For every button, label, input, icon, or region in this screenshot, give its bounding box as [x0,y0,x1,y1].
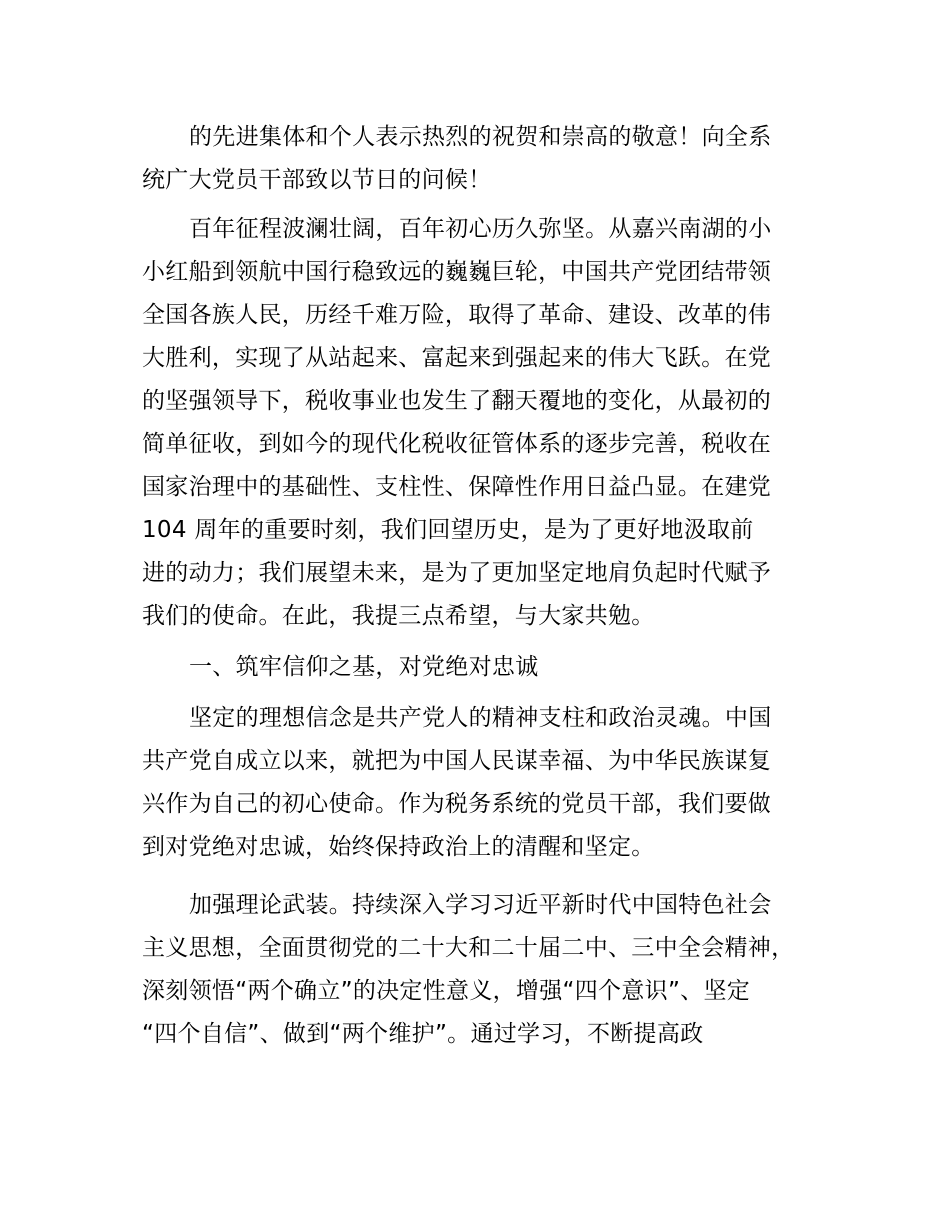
paragraph-4 [142,697,842,869]
document-body [142,116,842,1056]
text-line: 到对党绝对忠诚，始终保持政治上的清醒和坚定。 [142,834,655,860]
paragraph-5 [142,884,842,1056]
text-line: 简单征收，到如今的现代化税收征管体系的逐步完善，税收在 [142,431,772,457]
text-line: 104 周年的重要时刻，我们回望历史，是为了更好地汲取前 [142,517,754,543]
text-line: 全国各族人民，历经千难万险，取得了革命、建设、改革的伟 [142,302,772,328]
heading-line: 一、筑牢信仰之基，对党绝对忠诚 [189,654,539,680]
text-line: 兴作为自己的初心使命。作为税务系统的党员干部，我们要做 [142,791,772,817]
paragraph-2 [142,208,842,638]
text-line: 大胜利，实现了从站起来、富起来到强起来的伟大飞跃。在党 [142,345,772,371]
text-line: 我们的使命。在此，我提三点希望，与大家共勉。 [142,603,655,629]
text-line: 的先进集体和个人表示热烈的祝贺和崇高的敬意！向全系 [189,124,772,150]
text-line: 国家治理中的基础性、支柱性、保障性作用日益凸显。在建党 [142,474,772,500]
paragraph-1 [142,116,842,202]
text-line: 统广大党员干部致以节日的问候！ [142,167,492,193]
text-line: 坚定的理想信念是共产党人的精神支柱和政治灵魂。中国 [189,705,772,731]
text-line: 主义思想，全面贯彻党的二十大和二十届二中、三中全会精神， [142,935,795,961]
text-line: 的坚强领导下，税收事业也发生了翻天覆地的变化，从最初的 [142,388,772,414]
text-line: 加强理论武装。持续深入学习习近平新时代中国特色社会 [189,892,772,918]
text-line: 共产党自成立以来，就把为中国人民谋幸福、为中华民族谋复 [142,748,772,774]
text-line: “四个自信”、做到“两个维护”。通过学习，不断提高政 [142,1021,704,1047]
text-line: 小红船到领航中国行稳致远的巍巍巨轮，中国共产党团结带领 [142,259,772,285]
text-line: 进的动力；我们展望未来，是为了更加坚定地肩负起时代赋予 [142,560,772,586]
section-heading-1 [142,646,842,689]
text-line: 深刻领悟“两个确立”的决定性意义，增强“四个意识”、坚定 [142,978,751,1004]
text-line: 百年征程波澜壮阔，百年初心历久弥坚。从嘉兴南湖的小 [189,216,772,242]
